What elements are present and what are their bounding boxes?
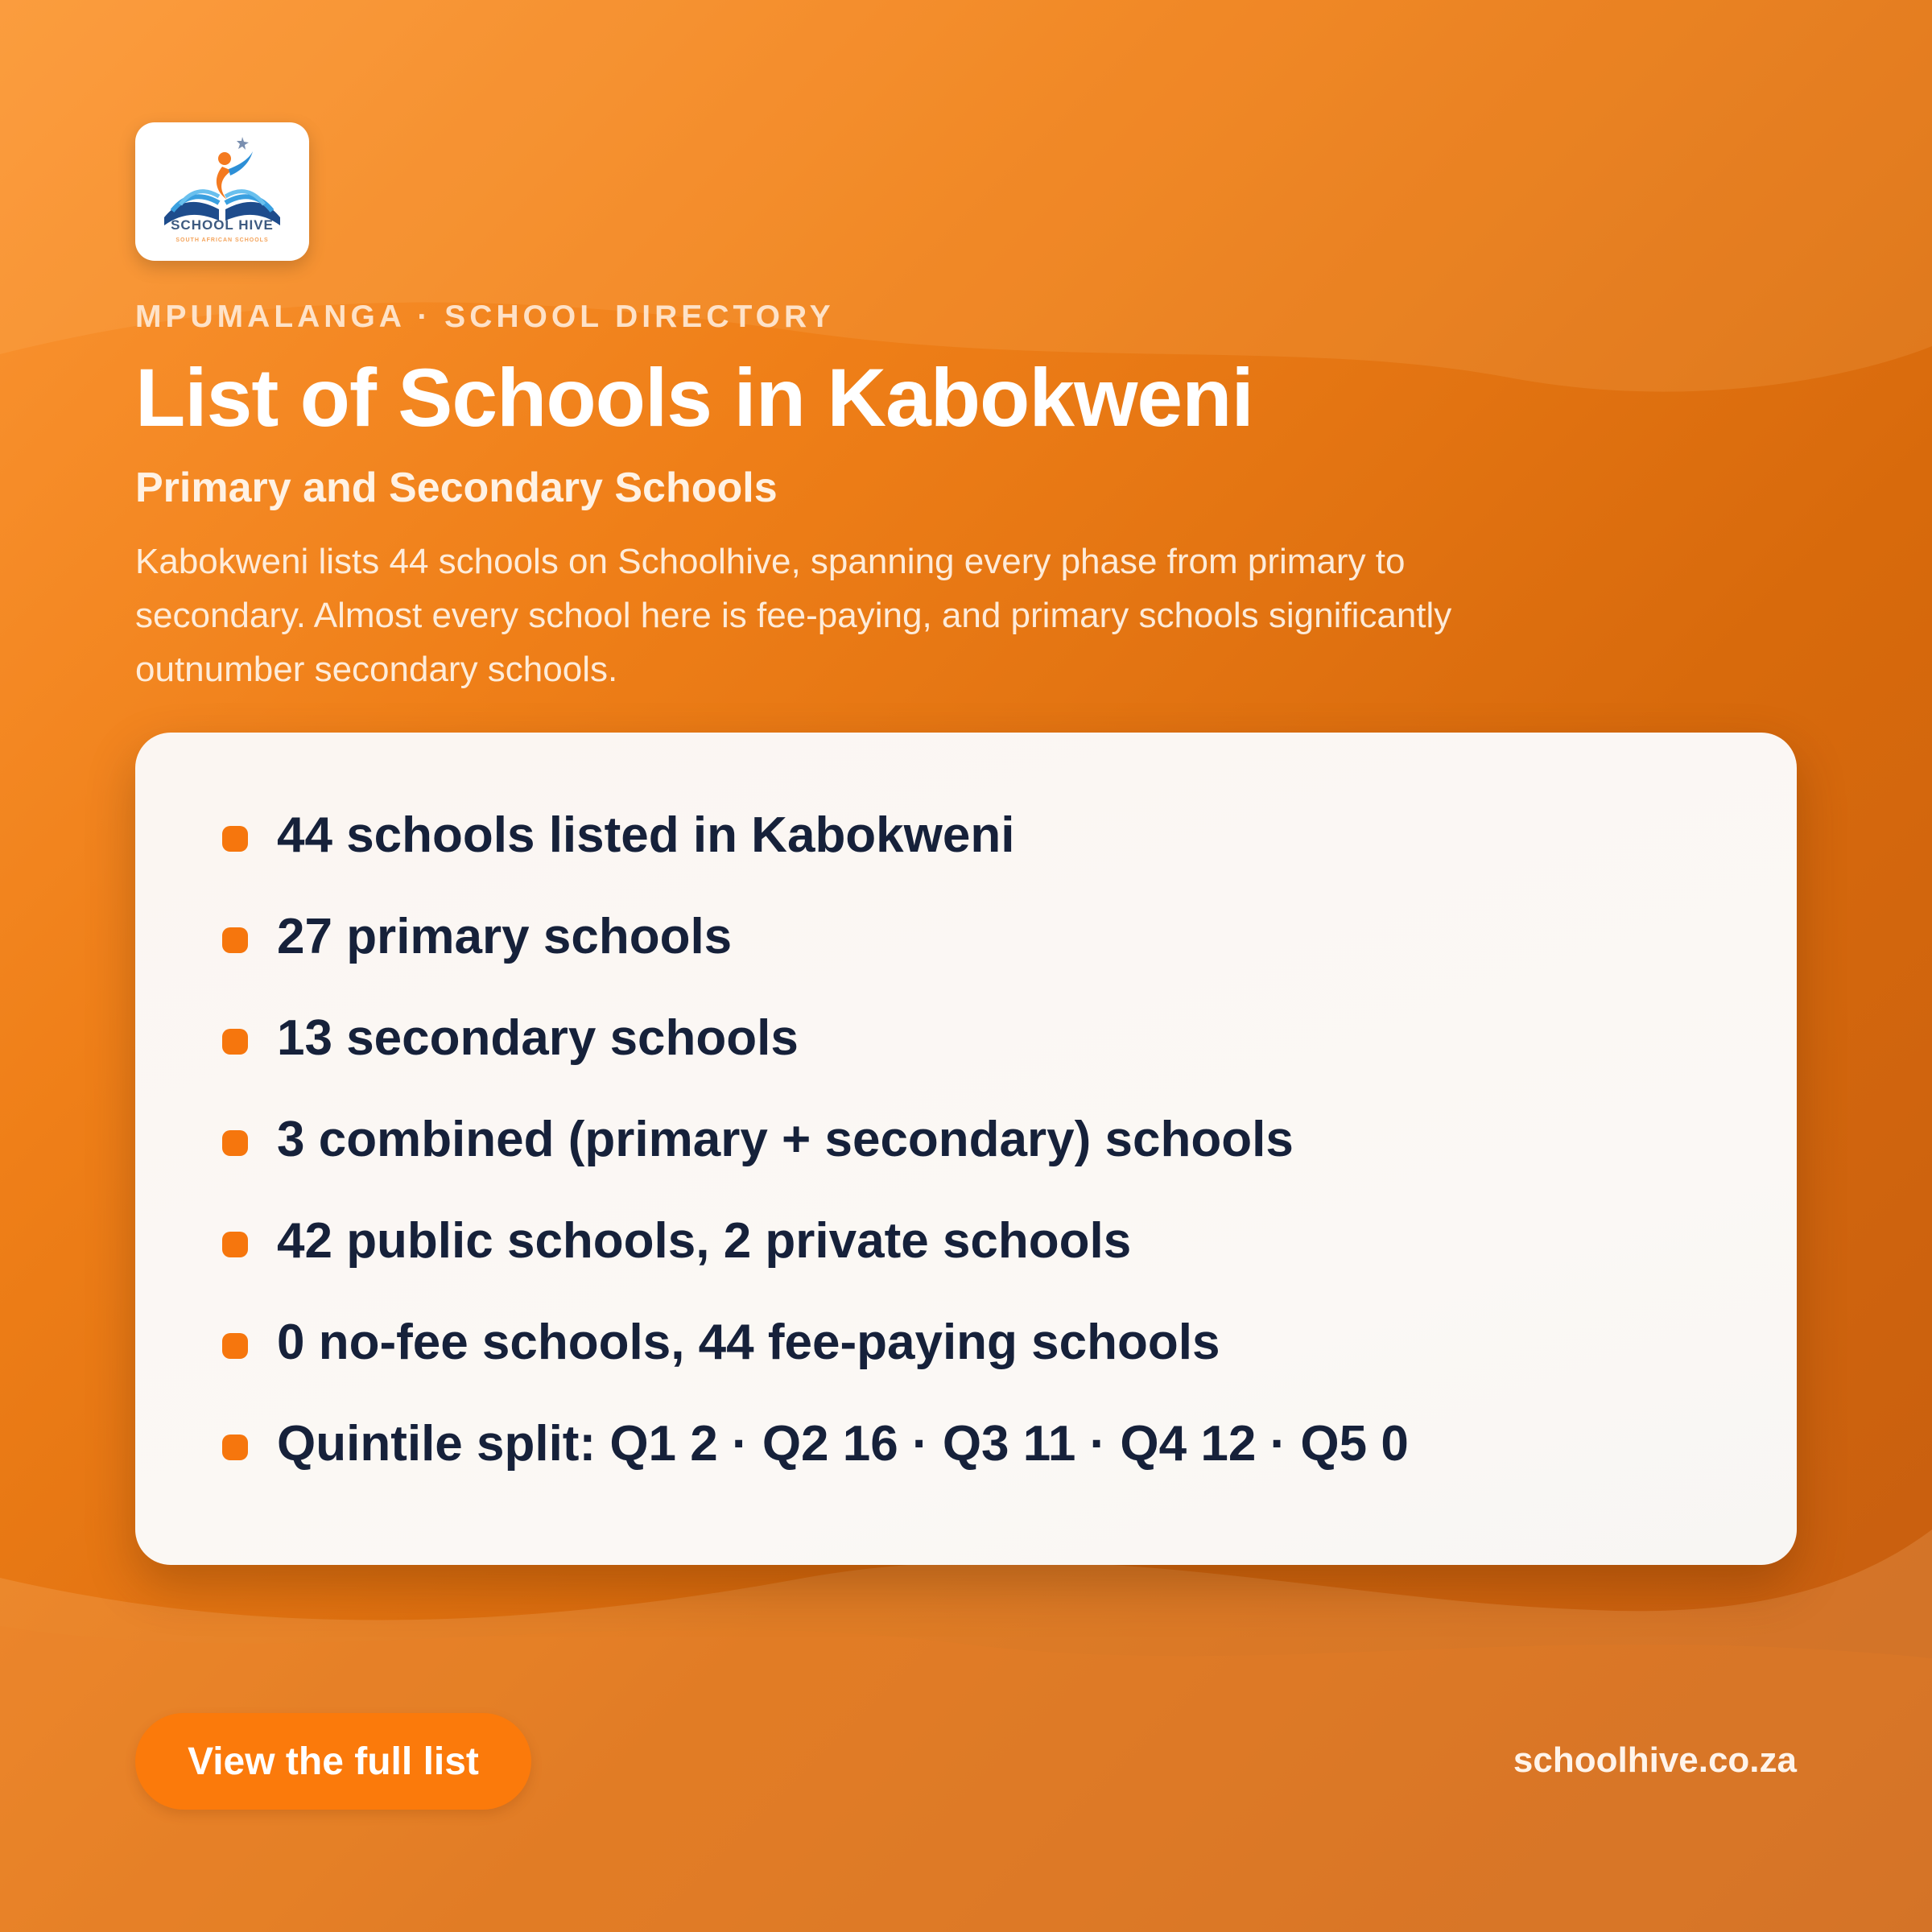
fact-text: 42 public schools, 2 private schools <box>277 1213 1132 1269</box>
fact-text: 44 schools listed in Kabokweni <box>277 807 1015 863</box>
svg-text:SOUTH AFRICAN SCHOOLS: SOUTH AFRICAN SCHOOLS <box>175 237 269 243</box>
fact-item <box>222 807 1409 908</box>
eyebrow-label: MPUMALANGA · SCHOOL DIRECTORY <box>135 299 835 334</box>
bullet-icon <box>222 1130 248 1156</box>
fact-item <box>222 1009 1409 1111</box>
facts-card <box>135 733 1797 1565</box>
bullet-icon <box>222 1029 248 1055</box>
fact-text: Quintile split: Q1 2 · Q2 16 · Q3 11 · Q4 12 · Q5 0 <box>277 1416 1409 1472</box>
fact-text: 27 primary schools <box>277 909 733 964</box>
facts-list <box>222 807 1409 1517</box>
fact-text: 0 no-fee schools, 44 fee-paying schools <box>277 1315 1220 1370</box>
page-title: List of Schools in Kabokweni <box>135 352 1253 444</box>
view-full-list-button[interactable]: View the full list <box>135 1713 531 1810</box>
fact-item <box>222 1111 1409 1212</box>
fact-item <box>222 1212 1409 1314</box>
bullet-icon <box>222 1333 248 1359</box>
intro-paragraph: Kabokweni lists 44 schools on Schoolhive, spanning every phase from primary to secondary. Almost every school here is fee-paying, and primary schools significantly outnumber secondary schools. <box>135 542 1452 689</box>
fact-text: 13 secondary schools <box>277 1010 799 1066</box>
fact-item <box>222 1314 1409 1415</box>
page-subtitle: Primary and Secondary Schools <box>135 464 778 511</box>
fact-text: 3 combined (primary + secondary) schools <box>277 1112 1294 1167</box>
bullet-icon <box>222 927 248 953</box>
fact-item <box>222 908 1409 1009</box>
bullet-icon <box>222 826 248 852</box>
site-url: schoolhive.co.za <box>1513 1740 1797 1780</box>
bullet-icon <box>222 1232 248 1257</box>
fact-item <box>222 1415 1409 1517</box>
bullet-icon <box>222 1435 248 1460</box>
school-hive-logo <box>135 122 309 261</box>
svg-text:SCHOOL HIVE: SCHOOL HIVE <box>171 217 274 233</box>
